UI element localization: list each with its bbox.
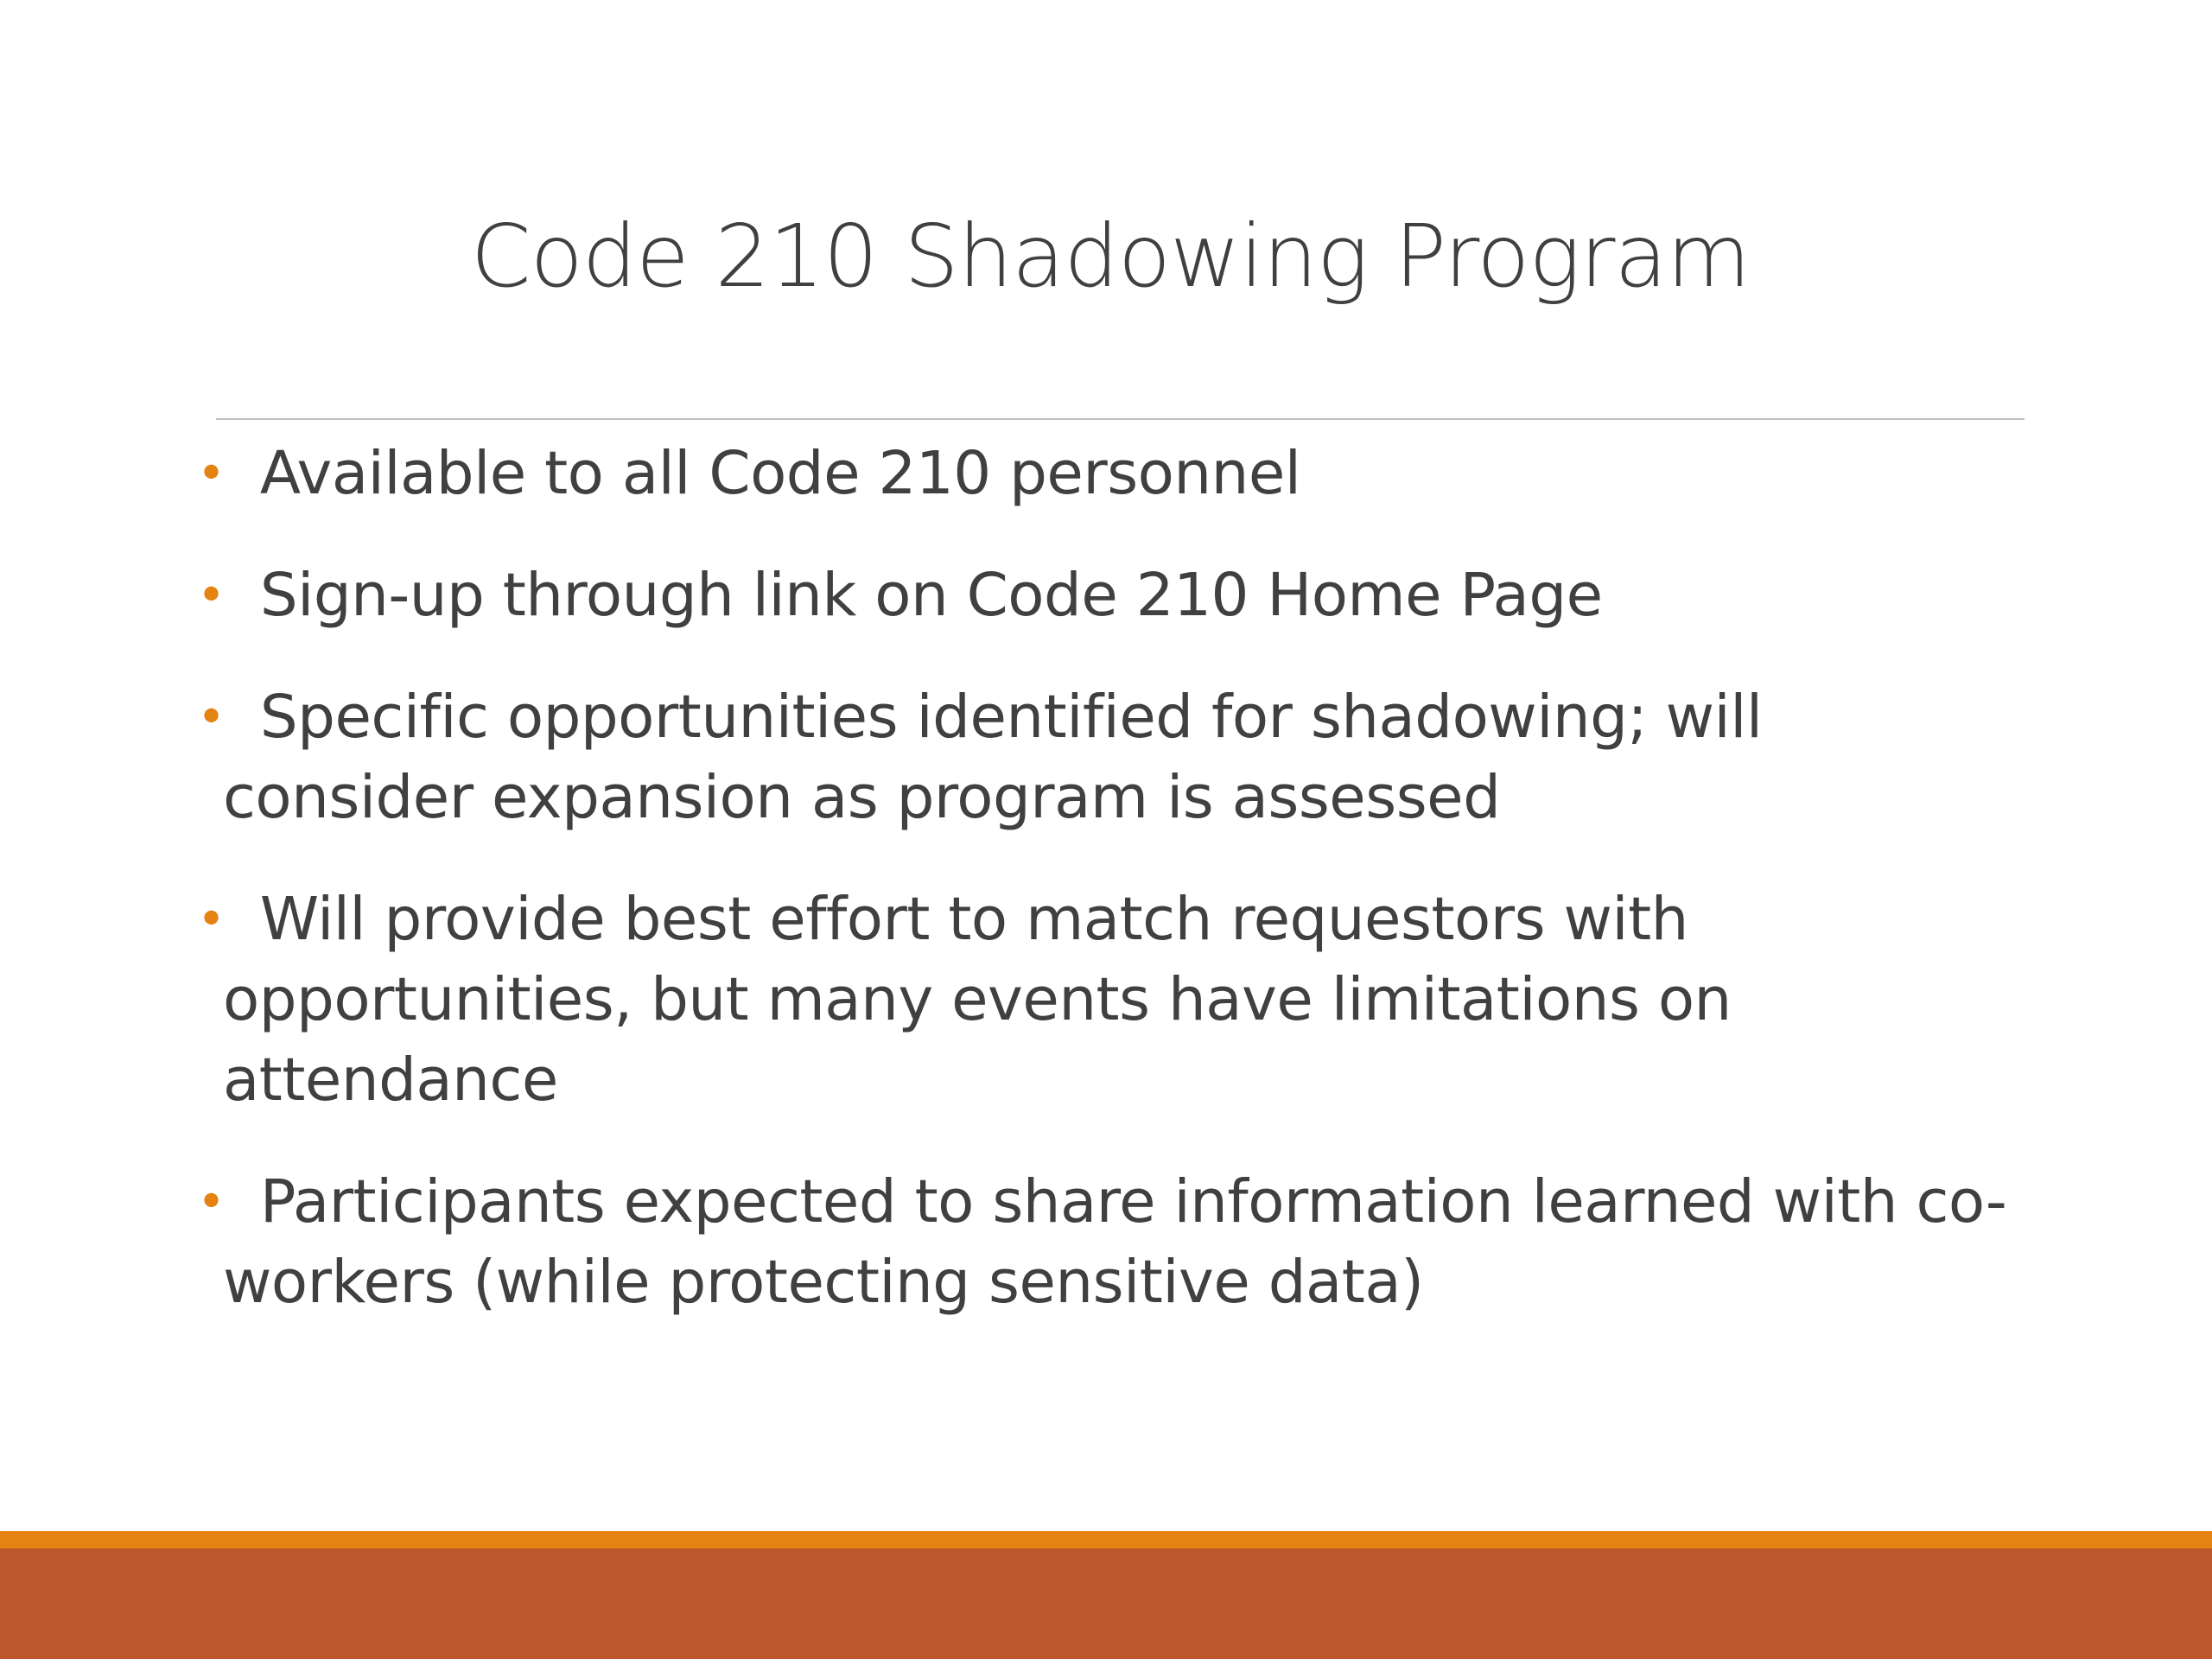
title-divider — [216, 418, 2024, 420]
bullet-list — [197, 434, 2029, 1364]
bullet-text: Sign-up through link on Code 210 Home Page — [259, 561, 1603, 630]
bullet-marker: • — [197, 690, 226, 746]
bullet-text: Will provide best effort to match requestors with opportunities, but many events have limitations on attendance — [223, 885, 1732, 1115]
bullet-marker: • — [197, 568, 226, 624]
bullet-marker: • — [197, 1174, 226, 1230]
bullet-text: Specific opportunities identified for shadowing; will consider expansion as program is assessed — [223, 683, 1763, 832]
bullet-text: Participants expected to share information learned with co-workers (while protecting sensitive data) — [223, 1167, 2007, 1317]
bullet-item — [197, 677, 2029, 838]
bullet-item — [197, 1162, 2029, 1323]
slide-title: Code 210 Shadowing Program — [470, 206, 1751, 307]
bullet-item — [197, 880, 2029, 1121]
bullet-marker: • — [197, 892, 226, 948]
bullet-item — [197, 556, 2029, 636]
footer-band — [0, 1548, 2212, 1659]
footer-accent-stripe — [0, 1531, 2212, 1548]
bullet-marker: • — [197, 446, 226, 502]
bullet-text: Available to all Code 210 personnel — [259, 439, 1301, 508]
bullet-item — [197, 434, 2029, 514]
